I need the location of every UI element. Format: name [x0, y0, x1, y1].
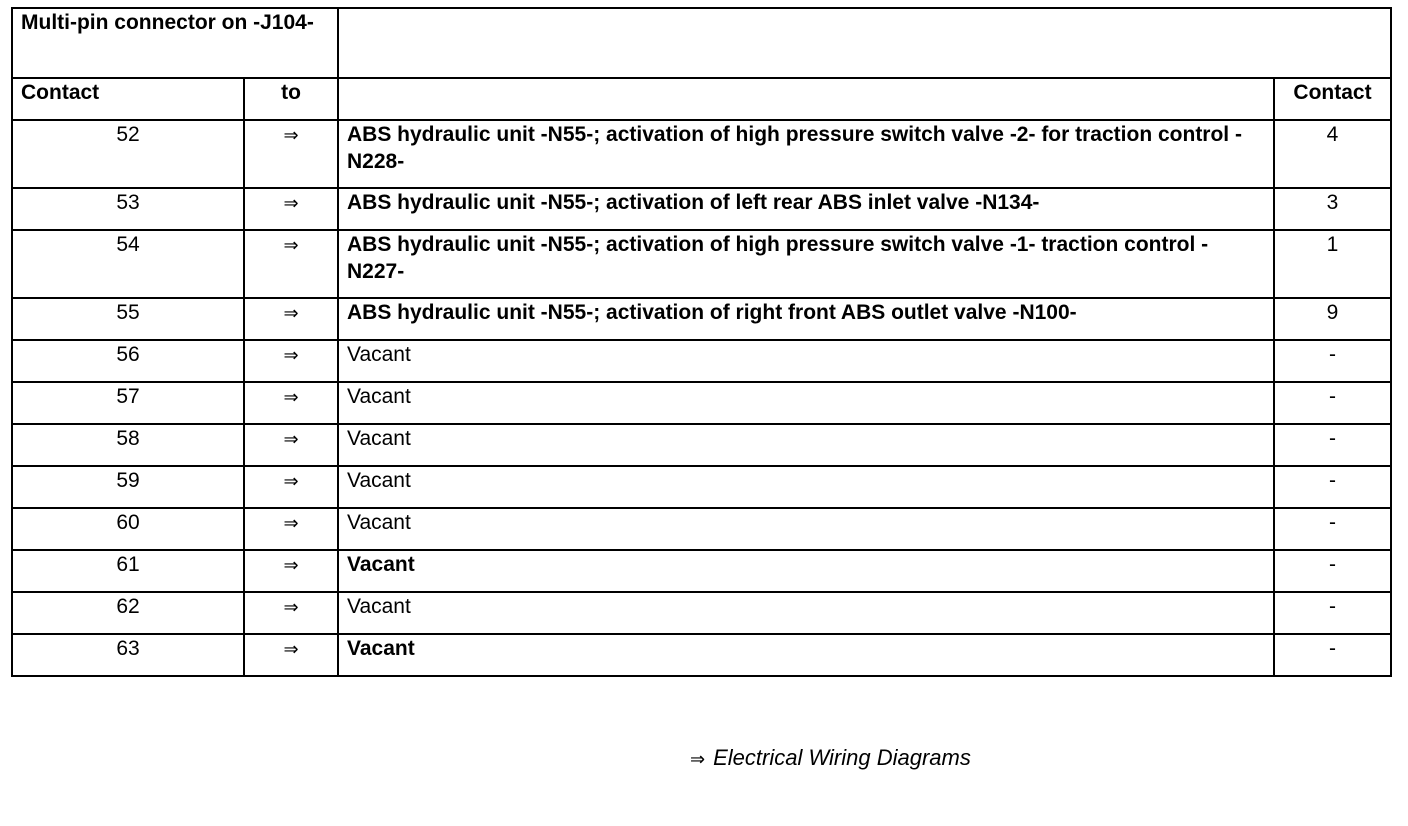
pin-description: ABS hydraulic unit -N55-; activation of high pressure switch valve -2- for traction control -N228- — [338, 120, 1274, 188]
table-row — [12, 120, 1391, 188]
pin-description: Vacant — [338, 634, 1274, 676]
destination-contact: - — [1274, 382, 1391, 424]
arrow-right-icon: ⇒ — [283, 471, 299, 492]
pin-description: Vacant — [338, 592, 1274, 634]
destination-contact: 3 — [1274, 188, 1391, 230]
table-row — [12, 592, 1391, 634]
pin-description: Vacant — [338, 382, 1274, 424]
table-row — [12, 508, 1391, 550]
pin-description: Vacant — [338, 466, 1274, 508]
to-cell — [244, 592, 338, 634]
destination-contact: 1 — [1274, 230, 1391, 298]
table-header-row — [12, 78, 1391, 120]
arrow-right-icon: ⇒ — [283, 597, 299, 618]
header-contact-right: Contact — [1274, 78, 1391, 120]
to-cell — [244, 340, 338, 382]
to-cell — [244, 120, 338, 188]
contact-number: 52 — [12, 120, 244, 188]
to-cell — [244, 298, 338, 340]
table-row — [12, 188, 1391, 230]
electrical-wiring-diagrams-link[interactable] — [690, 744, 971, 774]
connector-title: Multi-pin connector on -J104- — [12, 8, 338, 78]
contact-number: 54 — [12, 230, 244, 298]
pin-description: Vacant — [338, 550, 1274, 592]
to-cell — [244, 230, 338, 298]
pin-description: ABS hydraulic unit -N55-; activation of right front ABS outlet valve -N100- — [338, 298, 1274, 340]
to-cell — [244, 634, 338, 676]
header-contact-left: Contact — [12, 78, 244, 120]
contact-number: 57 — [12, 382, 244, 424]
destination-contact: - — [1274, 508, 1391, 550]
arrow-right-icon: ⇒ — [283, 193, 299, 214]
destination-contact: 9 — [1274, 298, 1391, 340]
table-row — [12, 298, 1391, 340]
table-title-row — [12, 8, 1391, 78]
contact-number: 60 — [12, 508, 244, 550]
link-label: Electrical Wiring Diagrams — [713, 745, 971, 770]
table-row — [12, 550, 1391, 592]
pin-description: ABS hydraulic unit -N55-; activation of high pressure switch valve -1- traction control -N227- — [338, 230, 1274, 298]
contact-number: 61 — [12, 550, 244, 592]
contact-number: 56 — [12, 340, 244, 382]
arrow-right-icon: ⇒ — [690, 749, 706, 770]
arrow-right-icon: ⇒ — [283, 639, 299, 660]
destination-contact: - — [1274, 466, 1391, 508]
arrow-right-icon: ⇒ — [283, 303, 299, 324]
arrow-right-icon: ⇒ — [283, 429, 299, 450]
destination-contact: - — [1274, 592, 1391, 634]
table-row — [12, 466, 1391, 508]
table-row — [12, 424, 1391, 466]
destination-contact: - — [1274, 550, 1391, 592]
table-row — [12, 634, 1391, 676]
table-row — [12, 382, 1391, 424]
table-row — [12, 230, 1391, 298]
arrow-right-icon: ⇒ — [283, 555, 299, 576]
header-description — [338, 78, 1274, 120]
destination-contact: - — [1274, 424, 1391, 466]
destination-contact: 4 — [1274, 120, 1391, 188]
arrow-right-icon: ⇒ — [283, 387, 299, 408]
to-cell — [244, 508, 338, 550]
destination-contact: - — [1274, 634, 1391, 676]
arrow-right-icon: ⇒ — [283, 235, 299, 256]
to-cell — [244, 424, 338, 466]
to-cell — [244, 550, 338, 592]
destination-contact: - — [1274, 340, 1391, 382]
to-cell — [244, 466, 338, 508]
contact-number: 62 — [12, 592, 244, 634]
contact-number: 55 — [12, 298, 244, 340]
contact-number: 58 — [12, 424, 244, 466]
title-blank-cell — [338, 8, 1391, 78]
contact-number: 59 — [12, 466, 244, 508]
pin-description: ABS hydraulic unit -N55-; activation of left rear ABS inlet valve -N134- — [338, 188, 1274, 230]
arrow-right-icon: ⇒ — [283, 125, 299, 146]
pin-description: Vacant — [338, 508, 1274, 550]
to-cell — [244, 188, 338, 230]
arrow-right-icon: ⇒ — [283, 345, 299, 366]
to-cell — [244, 382, 338, 424]
contact-number: 63 — [12, 634, 244, 676]
contact-number: 53 — [12, 188, 244, 230]
header-to: to — [244, 78, 338, 120]
pin-description: Vacant — [338, 340, 1274, 382]
table-row — [12, 340, 1391, 382]
arrow-right-icon: ⇒ — [283, 513, 299, 534]
pin-description: Vacant — [338, 424, 1274, 466]
connector-pin-table — [11, 7, 1392, 677]
